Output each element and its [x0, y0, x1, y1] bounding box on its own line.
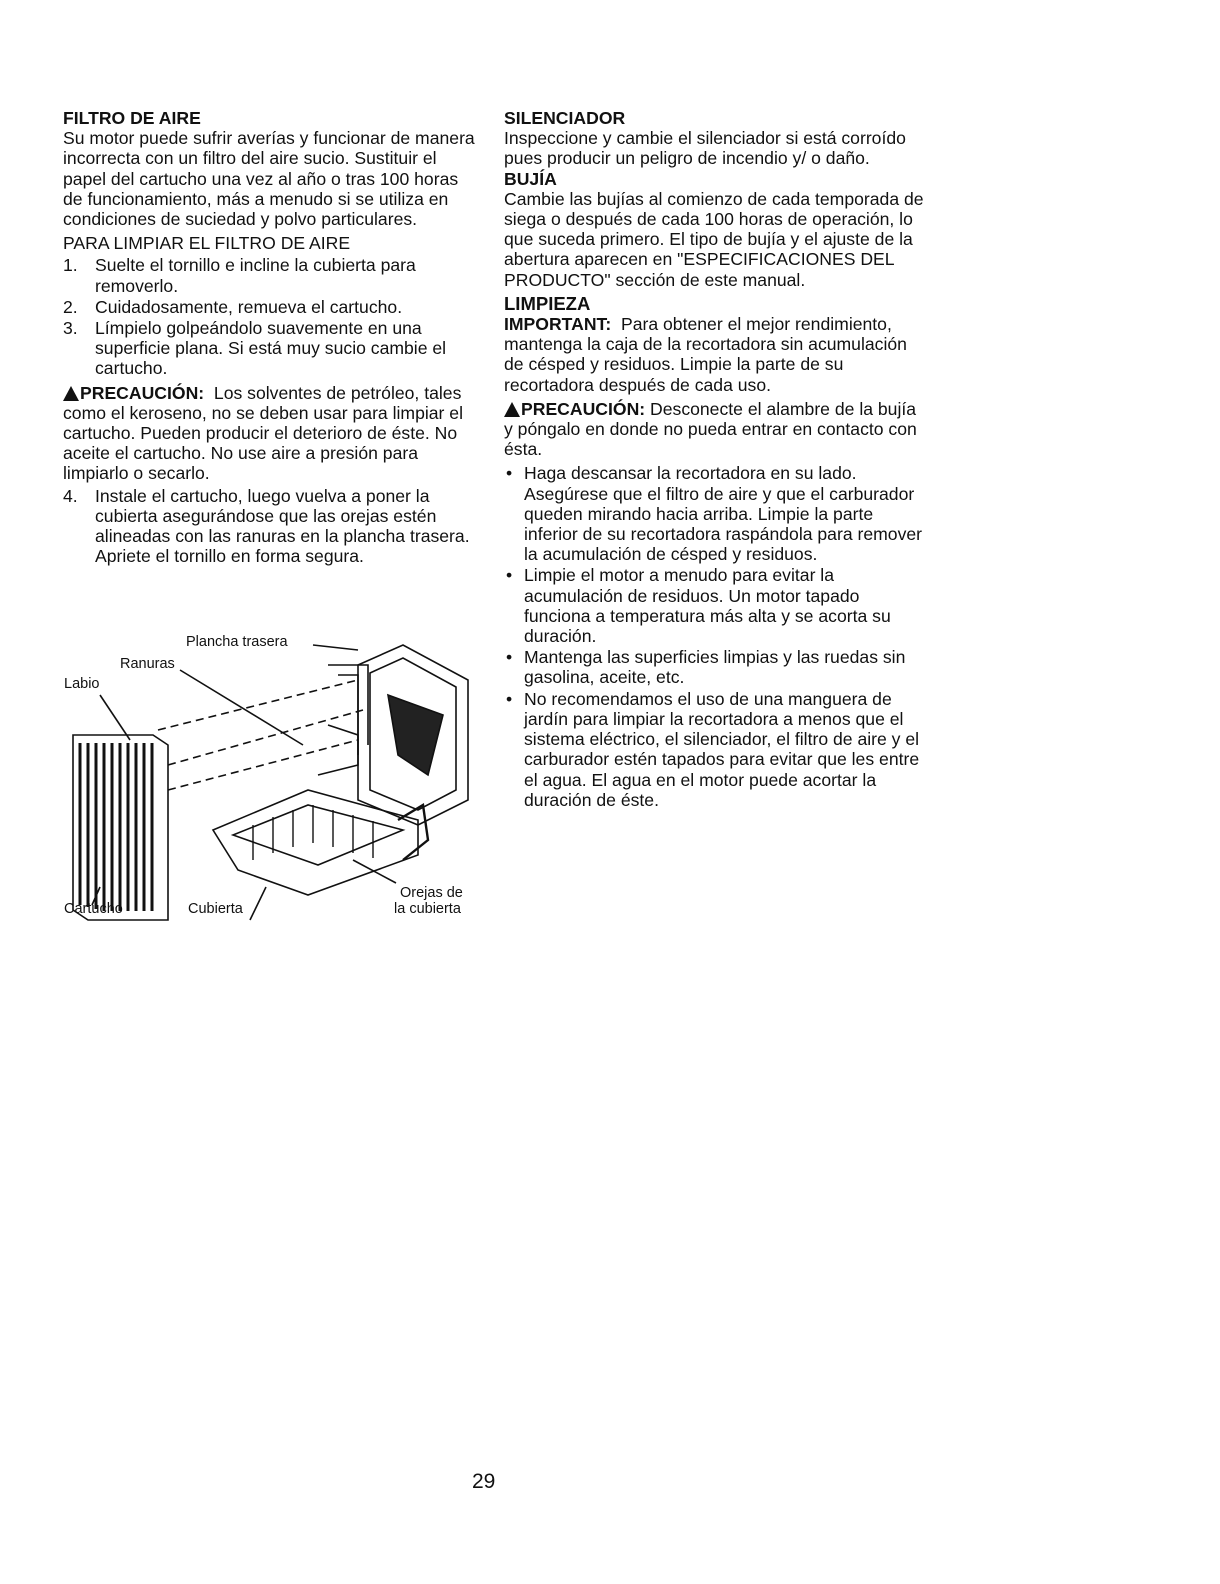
list-item: • Mantenga las superficies limpias y las ruedas sin gasolina, aceite, etc.: [504, 647, 924, 687]
warning-label: PRECAUCIÓN:: [80, 382, 205, 403]
step-number: 1.: [63, 255, 78, 276]
leader-cubierta: [250, 887, 266, 920]
warning-triangle-icon: [63, 386, 79, 401]
back-plate-mount: [318, 725, 358, 775]
leader-plancha: [313, 645, 358, 650]
label-orejas-2: la cubierta: [394, 901, 461, 917]
precaucion-warning-2: [504, 399, 924, 460]
bujia-body: Cambie las bujías al comienzo de cada temporada de siega o después de cada 100 horas de operación, lo que suceda primero. El tipo de bujía y el ajuste de la abertura aparecen en "ESPECIFICACIONES DEL PRODUCTO" sección de este manual.: [504, 188, 924, 290]
step-item: [63, 486, 481, 567]
important-text: Para obtener el mejor rendimiento, mantenga la caja de la recortadora sin acumulación de césped y residuos. Limpie la parte de su recortadora después de cada uso.: [504, 314, 907, 395]
page-number: 29: [472, 1470, 496, 1493]
cleaning-steps-continued: [63, 486, 481, 567]
label-plancha-trasera: Plancha trasera: [186, 634, 288, 650]
cover-ribs: [253, 805, 373, 860]
step-item: [63, 318, 481, 379]
warning-text: Los solventes de petróleo, tales como el keroseno, no se deben usar para limpiar el cartucho. Pueden producir el deterioro de éste. No aceite el cartucho. No use aire a presión para limpiarlo o secarlo.: [63, 382, 463, 484]
cleaning-steps: [63, 255, 481, 378]
step-item: [63, 297, 481, 317]
para-limpiar-heading: PARA LIMPIAR EL FILTRO DE AIRE: [63, 233, 351, 254]
silenciador-body: Inspeccione y cambie el silenciador si está corroído pues producir un peligro de incendio y/ o daño.: [504, 128, 906, 169]
list-item: • Haga descansar la recortadora en su lado. Asegúrese que el filtro de aire y que el carburador queden mirando hacia arriba. Limpie la parte inferior de su recortadora raspándola para remover la acumulación de césped y residuos.: [504, 463, 924, 564]
label-cubierta: Cubierta: [188, 901, 243, 917]
cover-inner: [233, 805, 403, 865]
cover-tab: [398, 805, 428, 860]
right-column: [504, 108, 924, 811]
bujia-heading: BUJÍA: [504, 168, 557, 189]
warning-text: Desconecte el alambre de la bujía y póngalo en donde no pueda entrar en contacto con ésta.: [504, 398, 917, 460]
step-item: [63, 255, 481, 295]
leader-ranuras: [180, 670, 303, 745]
warning-label: PRECAUCIÓN:: [521, 398, 646, 419]
back-plate-opening: [388, 695, 443, 775]
important-label: IMPORTANT:: [504, 314, 612, 335]
important-note: [504, 314, 924, 395]
air-filter-diagram: [58, 625, 483, 925]
cartridge-pleats: [80, 743, 152, 911]
alignment-line: [158, 680, 358, 730]
step-number: 3.: [63, 318, 78, 339]
filtro-de-aire-heading: FILTRO DE AIRE: [63, 108, 201, 128]
step-number: 2.: [63, 296, 78, 317]
cover-outline: [213, 790, 418, 895]
step-text: Instale el cartucho, luego vuelva a poner la cubierta asegurándose que las orejas estén alineadas con las ranuras en la plancha trasera. Apriete el tornillo en forma segura.: [95, 485, 470, 567]
label-labio: Labio: [64, 676, 100, 692]
list-item: • Limpie el motor a menudo para evitar la acumulación de residuos. Un motor tapado funciona a temperatura más alta y se acorta su duración.: [504, 565, 924, 646]
leader-labio: [100, 695, 130, 740]
limpieza-heading: LIMPIEZA: [504, 292, 591, 314]
alignment-line: [168, 740, 358, 790]
silenciador-heading: SILENCIADOR: [504, 108, 626, 128]
filtro-de-aire-body: Su motor puede sufrir averías y funcionar de manera incorrecta con un filtro del aire sucio. Sustituir el papel del cartucho una vez al año o tras 100 horas de funcionamiento, más a menudo si se utiliza en condiciones de suciedad y polvo particulares.: [63, 128, 475, 230]
cleaning-bullets: [504, 463, 924, 809]
step-number: 4.: [63, 485, 78, 506]
label-ranuras: Ranuras: [120, 656, 175, 672]
list-item: • No recomendamos el uso de una manguera de jardín para limpiar la recortadora a menos que el sistema eléctrico, el silenciador, el filtro de aire y el carburador estén tapados para evitar que les entre el agua. El agua en el motor puede acortar la duración de éste.: [504, 689, 924, 810]
step-text: Cuidadosamente, remueva el cartucho.: [95, 296, 403, 317]
warning-triangle-icon: [504, 402, 520, 417]
alignment-line: [168, 710, 363, 765]
label-orejas-1: Orejas de: [400, 885, 463, 901]
label-cartucho: Cartucho: [64, 901, 123, 917]
left-column: [63, 108, 481, 567]
step-text: Límpielo golpeándolo suavemente en una superficie plana. Si está muy sucio cambie el cartucho.: [95, 318, 447, 379]
step-text: Suelte el tornillo e incline la cubierta para removerlo.: [95, 255, 416, 296]
precaucion-warning: [63, 383, 481, 484]
leader-orejas: [353, 860, 396, 883]
